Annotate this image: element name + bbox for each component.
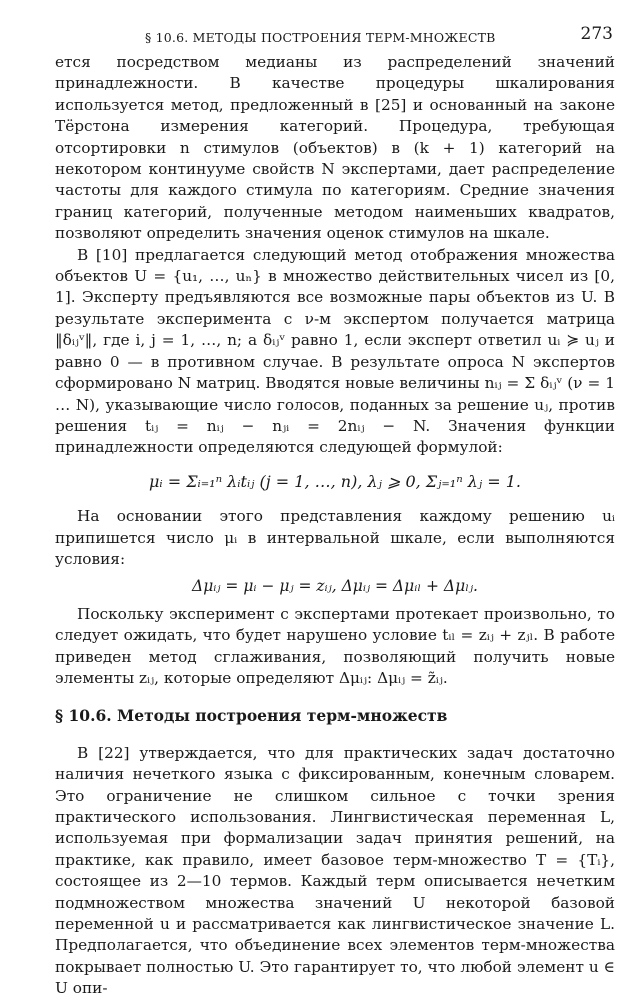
paragraph-interval-scale: На основании этого представления каждому решению uᵢ припишется число μᵢ в интервальной шкале, если выполняются условия: <box>55 507 615 568</box>
page-number: 273 <box>580 24 613 44</box>
paragraph-term-sets: В [22] утверждается, что для практических задач достаточно наличия нечеткого языка с фиксированным, конечным словарем. Это ограничение не слишком сильное с точки зрения практического использования. Лингвистическая переменная L, используемая при формализации задач принятия решений, на практике, как правило, имеет базовое терм-множество T = {Tᵢ}, состоящее из 2—10 термов. Каждый терм описывается нечетким подмножеством множества значений U некоторой базовой переменной u и рассматривается как лингвистическое значение L. Предполагается, что объединение всех элементов терм-множества покрывает полностью U. Это гарантирует то, что любой элемент u ∈ U опи- <box>55 743 615 998</box>
paragraph-method: В [10] предлагается следующий метод отображения множества объектов U = {u₁, …, uₙ} в множество действительных чисел из [0, 1]. Эксперту предъявляются все возможные пары объектов из U. В результате эксперимента с ν-м экспертом получается матрица ‖δᵢⱼᵛ‖, где i, j = 1, …, n; а δᵢⱼᵛ равно 1, если эксперт ответил uᵢ ≽ uⱼ и равно 0 — в противном случае. В результате опроса N экспертов сформировано N матриц. Вводятся новые величины nᵢⱼ = Σ δᵢⱼᵛ (ν = 1 … N), указывающие число голосов, поданных за решение uⱼ, против решения tᵢⱼ = nᵢⱼ − nⱼᵢ = 2nᵢⱼ − N. Значения функции принадлежности определяются следующей формулой: <box>55 245 615 457</box>
formula-membership: μᵢ = Σᵢ₌₁ⁿ λᵢtᵢⱼ (j = 1, …, n), λⱼ ⩾ 0, Σⱼ₌₁ⁿ λⱼ = 1. <box>149 471 521 491</box>
section-heading: § 10.6. Методы построения терм-множеств <box>55 706 448 726</box>
formula-conditions: Δμᵢⱼ = μᵢ − μⱼ = zᵢⱼ, Δμᵢⱼ = Δμᵢₗ + Δμₗⱼ. <box>192 577 478 596</box>
book-page <box>55 22 615 1000</box>
paragraph-smoothing: Поскольку эксперимент с экспертами протекает произвольно, то следует ожидать, что будет нарушено условие tᵢₗ = zᵢⱼ + zⱼₗ. В работе приведен метод сглаживания, позволяющий получить новые элементы zᵢⱼ, которые определяют Δμᵢⱼ: Δμᵢⱼ = z̃ᵢⱼ. <box>55 604 615 687</box>
page-header <box>55 22 615 52</box>
running-head: § 10.6. МЕТОДЫ ПОСТРОЕНИЯ ТЕРМ-МНОЖЕСТВ <box>145 30 496 45</box>
paragraph-continued: ется посредством медианы из распределений значений принадлежности. В качестве процедуры шкалирования используется метод, предложенный в [25] и основанный на законе Тёрстона измерения категорий. Процедура, требующая отсортировки n стимулов (объектов) в (k + 1) категорий на некотором континууме свойств N экспертами, дает распределение частоты для каждого стимула по категориям. Средние значения границ категорий, полученные методом наименьших квадратов, позволяют определить значения оценок стимулов на шкале. <box>55 53 615 243</box>
